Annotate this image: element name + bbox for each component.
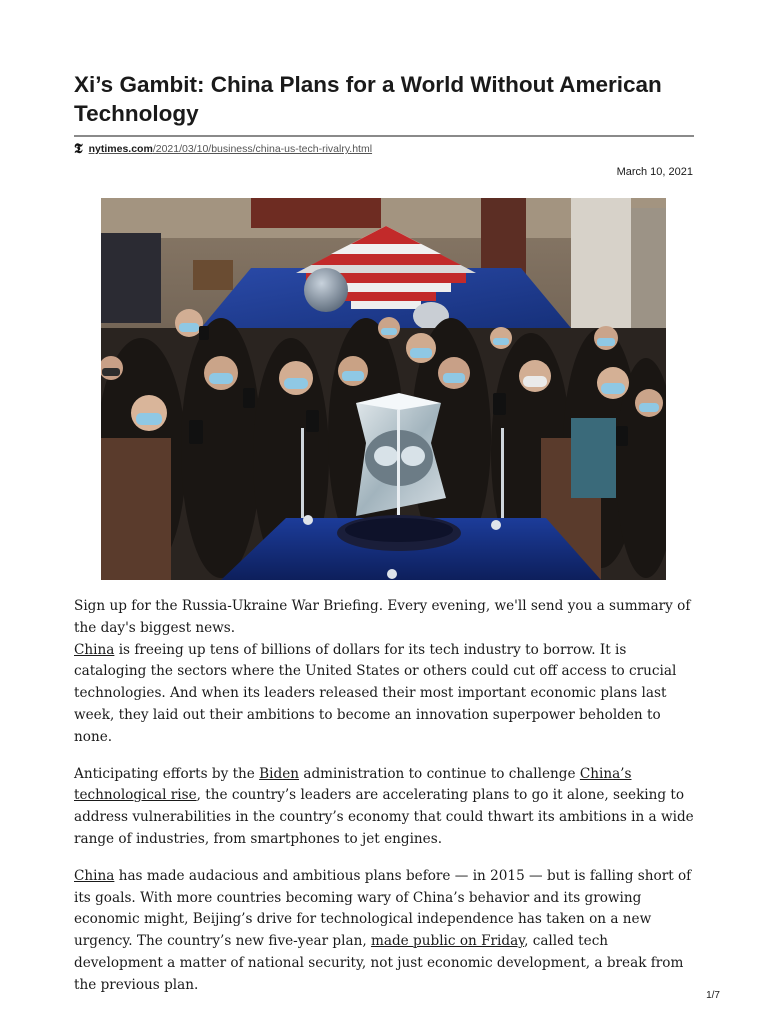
paragraph-3-text-b: , called tech development a matter of national security, not just economic development, a break from the previous plan.	[74, 933, 684, 993]
paragraph-1	[74, 640, 698, 749]
title-divider	[74, 135, 694, 137]
source-domain: nytimes.com	[88, 143, 153, 155]
paragraph-3	[74, 866, 698, 997]
paragraph-2	[74, 764, 698, 851]
source-line	[74, 141, 372, 157]
paragraph-2-text-a: Anticipating efforts by the	[74, 765, 260, 782]
link-biden[interactable]: Biden	[259, 765, 300, 782]
page-number: 1/7	[706, 990, 720, 1001]
paragraph-3-text-a: has made audacious and ambitious plans before — in 2015 — but is falling short of its goals. With more countries becoming wary of China’s behavior and its growing economic might, Beijing’s drive for technological independence has taken on a new urgency. The country’s new five-year plan,	[74, 867, 692, 950]
article-body	[74, 596, 698, 1012]
newsletter-signup-text: Sign up for the Russia-Ukraine War Briefing. Every evening, we'll send you a summary of the day's biggest news.	[74, 598, 691, 636]
source-link[interactable]	[89, 141, 372, 157]
link-chinas-technological-rise[interactable]: China’s technological rise	[74, 765, 632, 804]
article-photo	[101, 198, 666, 580]
nyt-logo-icon: 𝕿	[74, 141, 83, 157]
article-title: Xi’s Gambit: China Plans for a World Without American Technology	[74, 72, 662, 126]
article-date: March 10, 2021	[616, 166, 693, 178]
paragraph-1-text: is freeing up tens of billions of dollars for its tech industry to borrow. It is cataloging the sectors where the United States or others could cut off access to crucial technologies. And when its leaders released their most important economic plans last week, they laid out their ambitions to become an innovation superpower beholden to none.	[74, 641, 677, 745]
link-china[interactable]: China	[74, 641, 115, 658]
link-made-public-on-friday[interactable]: made public on Friday	[370, 933, 525, 950]
paragraph-2-text-c: , the country’s leaders are accelerating plans to go it alone, seeking to address vulnerabilities in the country’s economy that could thwart its ambitions in a wide range of industries, from smartphones to jet engines.	[74, 787, 694, 847]
paragraph-2-text-b: administration to continue to challenge	[299, 765, 580, 782]
source-path: /2021/03/10/business/china-us-tech-rivalry.html	[152, 143, 373, 155]
link-china-2[interactable]: China	[74, 867, 115, 884]
